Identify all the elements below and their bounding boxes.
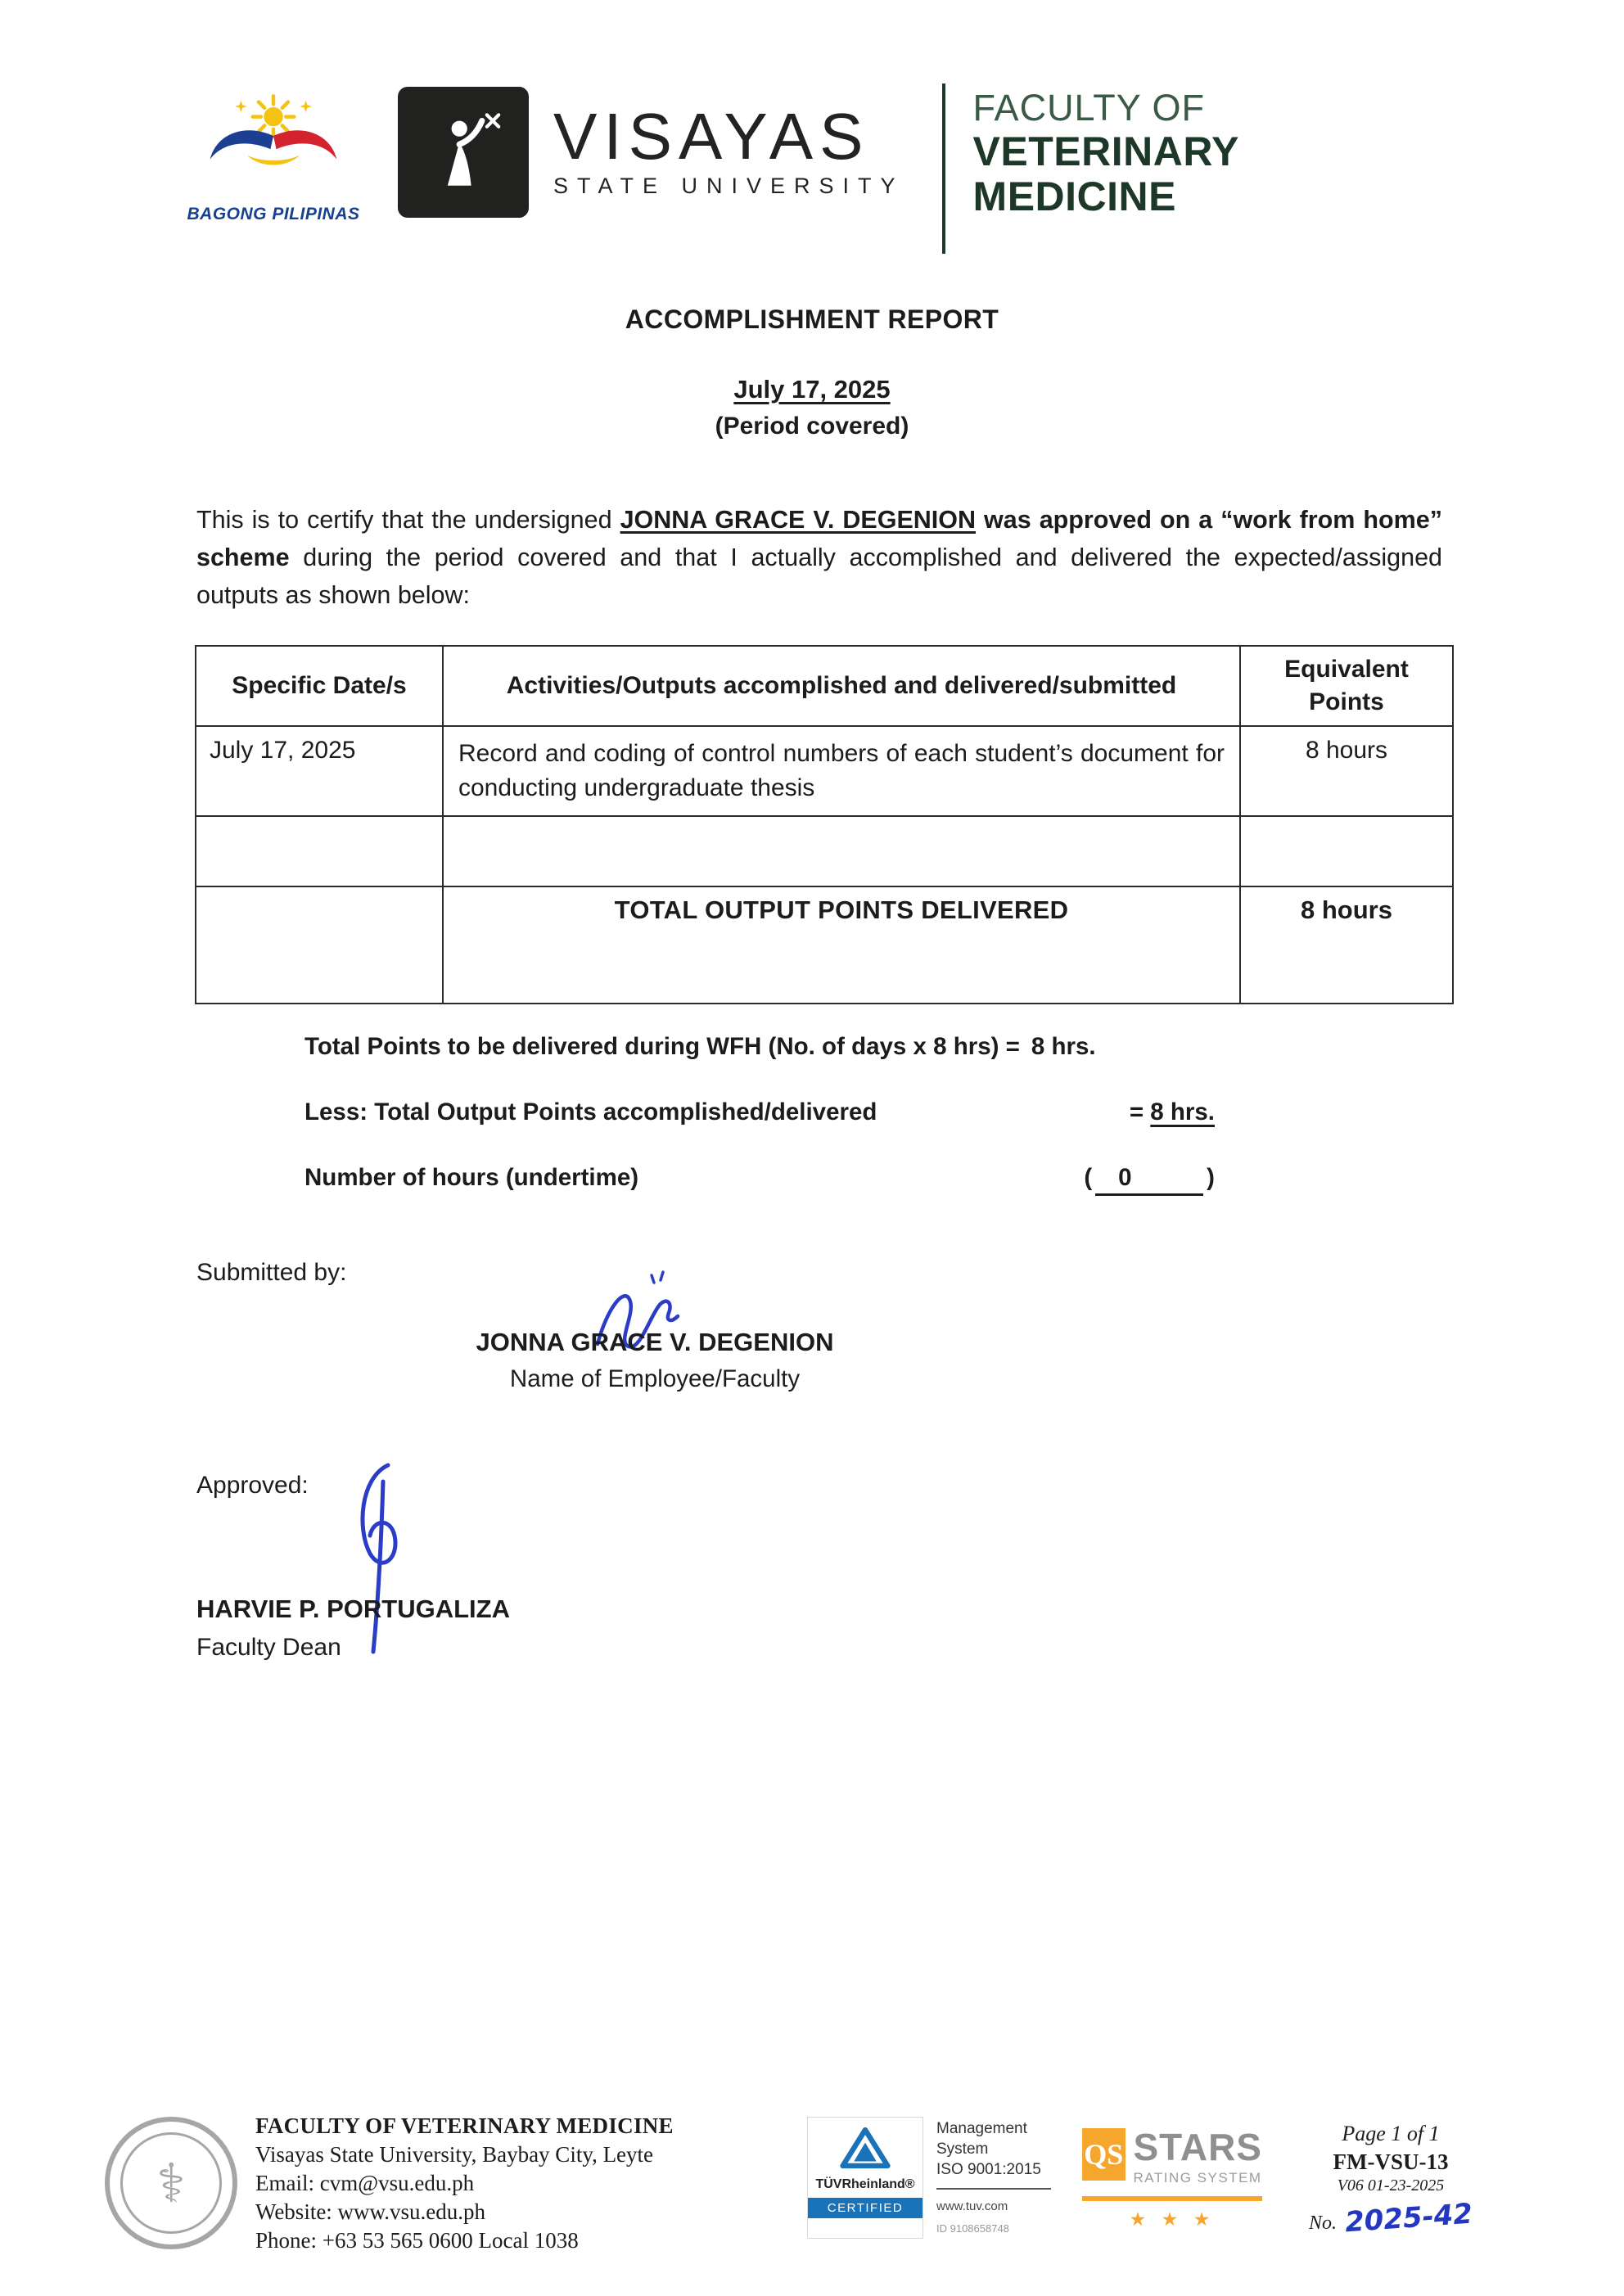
vsu-wordmark [553,100,904,199]
dean-title: Faculty Dean [196,1634,341,1661]
summary-label-2: Less: Total Output Points accomplished/delivered [304,1098,877,1125]
dean-name: HARVIE P. PORTUGALIZA [196,1595,510,1623]
document-meta-block [1305,2122,1477,2240]
cell-date: July 17, 2025 [196,726,443,816]
table-row [196,726,1453,816]
table-header-row [196,646,1453,726]
tuv-divider [936,2188,1051,2190]
tuv-management-system: Management System [936,2120,1027,2158]
equals-sign: = [1129,1098,1144,1125]
period-date: July 17, 2025 [733,375,891,404]
cell-total-blank [196,886,443,1004]
tuv-iso-standard: ISO 9001:2015 [936,2161,1041,2178]
bagong-pilipinas-icon [197,92,350,195]
footer-website: Website: www.vsu.edu.ph [255,2199,486,2224]
table-total-row [196,886,1453,1004]
form-number-handwritten: 2025-42 [1343,2197,1474,2240]
employee-signature-block [413,1328,896,1393]
tuv-certified-label: CERTIFIED [808,2198,923,2218]
points-summary [304,1033,1215,1234]
faculty-line3: MEDICINE [972,174,1177,219]
faculty-wordmark [973,87,1239,219]
summary-label-3: Number of hours (undertime) [304,1164,639,1191]
form-number-row [1305,2197,1477,2240]
bagong-pilipinas-logo [187,92,360,224]
form-code: FM-VSU-13 [1333,2149,1449,2174]
certification-paragraph [196,501,1442,614]
summary-line-total-points [304,1033,1215,1061]
page-number: Page 1 of 1 [1342,2122,1440,2145]
intro-text-2: was approved on a [976,506,1221,534]
cell-activity: Record and coding of control numbers of each student’s document for conducting undergraduate thesis [443,726,1240,816]
employee-name: JONNA GRACE V. DEGENION [476,1328,834,1356]
qs-stars-logo [1082,2128,1262,2231]
approved-label: Approved: [196,1472,309,1499]
vsu-figure-icon [414,103,512,201]
cell-activity-empty [443,816,1240,886]
summary-line-undertime [304,1164,1215,1196]
wfh-scheme-text: “work from home” scheme [196,506,1442,571]
total-output-points: 8 hours [1240,886,1453,1004]
undertime-value: 0 [1095,1164,1203,1196]
summary-value-1: 8 hrs. [1031,1033,1096,1060]
submitted-by-label: Submitted by: [196,1259,347,1286]
form-number-label: No. [1308,2213,1337,2234]
table-row-empty [196,816,1453,886]
summary-value-2-wrap [1130,1098,1215,1126]
footer-address: Visayas State University, Baybay City, Leyte [255,2142,654,2167]
tuv-details [936,2117,1067,2239]
intro-text-1: This is to certify that the undersigned [196,506,620,534]
total-output-label: TOTAL OUTPUT POINTS DELIVERED [443,886,1240,1004]
faculty-line1: FACULTY OF [972,87,1205,129]
caduceus-icon: ⚕ [120,2132,222,2234]
qs-stars-top [1082,2128,1262,2186]
cell-points-empty [1240,816,1453,886]
vsu-logo [398,87,529,218]
qs-stars-word: STARS [1133,2126,1262,2168]
cell-points: 8 hours [1240,726,1453,816]
tuv-certification-logo [807,2117,1067,2239]
qs-badge-icon: QS [1082,2128,1126,2181]
qs-rating-system-label: RATING SYSTEM [1133,2170,1262,2185]
close-paren: ) [1207,1164,1215,1191]
summary-line-less-output [304,1098,1215,1126]
vsu-subtitle: STATE UNIVERSITY [553,174,904,198]
qs-three-stars: ★ ★ ★ [1082,2196,1262,2231]
vsu-name: VISAYAS [553,100,870,173]
letterhead-divider [942,83,945,254]
footer-address-block [255,2112,674,2255]
cell-date-empty [196,816,443,886]
tuv-triangle-icon [839,2124,891,2172]
footer-org-name: FACULTY OF VETERINARY MEDICINE [255,2113,674,2138]
tuv-badge [807,2117,923,2239]
accomplishment-table [195,645,1454,1004]
intro-text-3: during the period covered and that I actually accomplished and delivered the expected/assigned outputs as shown below: [196,544,1442,609]
col-header-activities: Activities/Outputs accomplished and delivered/submitted [443,646,1240,726]
summary-value-2: 8 hrs. [1150,1098,1215,1125]
footer-email: Email: cvm@vsu.edu.ph [255,2171,475,2195]
tuv-brand-name: TÜVRheinland® [815,2177,915,2191]
form-version: V06 01-23-2025 [1337,2176,1445,2195]
letterhead [187,82,1239,254]
dean-signature [337,1454,427,1662]
tuv-url: www.tuv.com [936,2199,1008,2213]
col-header-equivalent-points: Equivalent Points [1240,646,1453,726]
veterinary-seal-icon [105,2117,237,2249]
col-header-specific-date: Specific Date/s [196,646,443,726]
qs-wordmark [1134,2128,1263,2186]
page-title: ACCOMPLISHMENT REPORT [625,304,999,334]
undertime-parens [1084,1164,1215,1196]
summary-label-1: Total Points to be delivered during WFH (No. of days x 8 hrs) = [304,1033,1020,1060]
open-paren: ( [1084,1164,1093,1191]
footer-phone: Phone: +63 53 565 0600 Local 1038 [255,2228,579,2253]
tuv-certificate-id: ID 9108658748 [936,2222,1009,2235]
period-label: (Period covered) [715,413,909,440]
employee-title: Name of Employee/Faculty [509,1365,801,1392]
bagong-pilipinas-label: BAGONG PILIPINAS [187,205,360,223]
employee-name-inline: JONNA GRACE V. DEGENION [620,506,977,534]
faculty-line2: VETERINARY [972,129,1239,174]
